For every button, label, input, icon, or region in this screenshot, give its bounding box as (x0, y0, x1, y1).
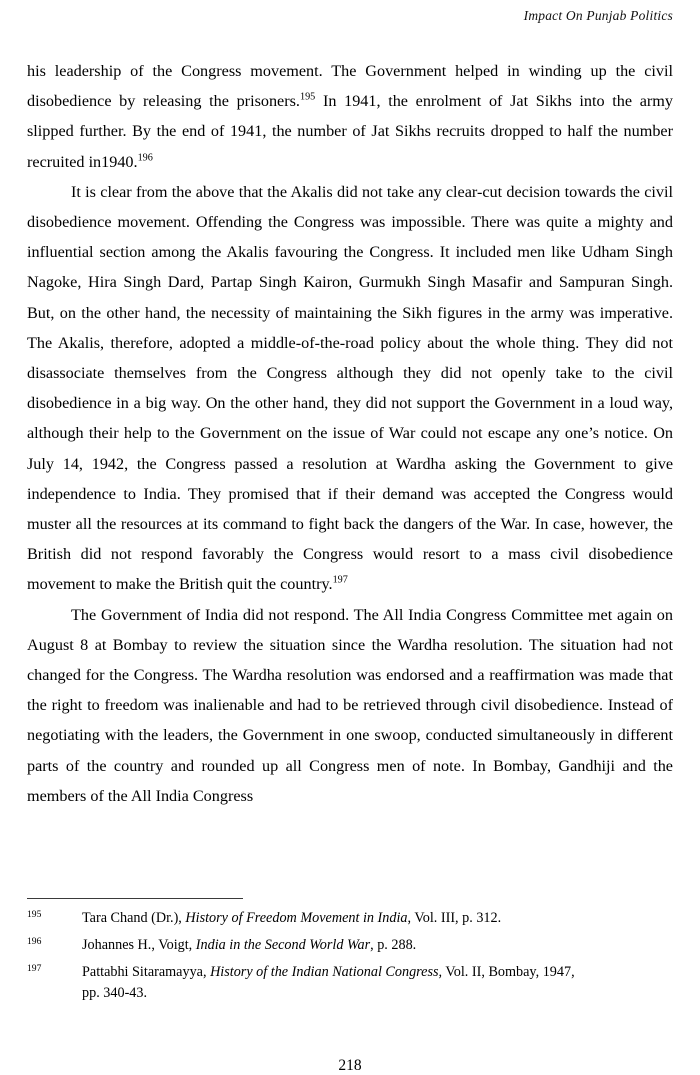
footnote-reference: 196 (137, 152, 153, 164)
footnote-author: Tara Chand (Dr.), (82, 910, 186, 926)
page-number: 218 (338, 1057, 362, 1074)
body-paragraph: The Government of India did not respond. The All India Congress Committee met again on August 8 at Bombay to review the situation since the Wardha resolution. The situation had not changed for the Congress. The Wardha resolution was endorsed and a reaffirmation was made that the right to freedom was inalienable and had to be retrieved through civil disobedience. Instead of negotiating with the leaders, the Government in one swoop, conducted simultaneously in different parts of the country and rounded up all Congress men of note. In Bombay, Gandhiji and the members of the All India Congress (27, 605, 673, 805)
footnote-separator-rule (27, 898, 243, 899)
footnote-citation-tail: , p. 288. (370, 937, 417, 953)
footnote-continuation-line: pp. 340-43. (82, 985, 148, 1001)
body-paragraph: his leadership of the Congress movement. The Government helped in winding up the civil disobedience by releasing the prisoners.$^{195}$ In 1941, the enrolment of Jat Sikhs into the army slipped further. By the end of 1941, the number of Jat Sikhs recruits dropped to half the number recruited in1940.$^{196}$ (27, 62, 673, 171)
footnote-citation-tail: , Vol. III, p. 312. (407, 910, 502, 926)
footnote-item (27, 935, 673, 956)
body-paragraph: It is clear from the above that the Akalis did not take any clear-cut decision towards the civil disobedience movement. Offending the Congress was impossible. There was quite a mighty and influential section among the Akalis favouring the Congress. It included men like Udham Singh Nagoke, Hira Singh Dard, Partap Singh Kairon, Gurmukh Singh Masafir and Sampuran Singh. But, on the other hand, the necessity of maintaining the Sikh figures in the army was imperative. The Akalis, therefore, adopted a middle-of-the-road policy about the whole thing. They did not disassociate themselves from the Congress although they did not openly take to the civil disobedience in a big way. On the other hand, they did not support the Government in a loud way, although their help to the Government on the issue of War could not escape any one’s notice. On July 14, 1942, the Congress passed a resolution at Wardha asking the Government to give independence to India. They promised that if their demand was accepted the Congress would muster all the resources at its command to fight back the dangers of the War. In case, however, the British did not respond favorably the Congress would resort to a mass civil disobedience movement to make the British quit the country.$^{197}$ (27, 182, 673, 594)
footnote-title: History of Freedom Movement in India (185, 910, 408, 926)
footnote-title: History of the Indian National Congress, (210, 964, 443, 980)
footnote-reference: 195 (299, 91, 316, 103)
footnote-author: Johannes H., Voigt, (82, 937, 196, 953)
footnote-citation-tail: Vol. II, Bombay, 1947, (442, 964, 575, 980)
footnote-item (27, 962, 673, 1004)
footnote-reference: 197 (332, 575, 348, 587)
footnote-number: 197 (27, 963, 42, 974)
footnote-number: 196 (27, 936, 42, 947)
footnote-item (27, 908, 673, 929)
body-text-block (27, 56, 673, 811)
footnote-author: Pattabhi Sitaramayya, (82, 964, 211, 980)
footnote-title: India in the Second World War (195, 937, 371, 953)
footnote-number: 195 (27, 909, 42, 920)
running-header: Impact On Punjab Politics (523, 8, 673, 23)
footnote-area (27, 898, 673, 1010)
